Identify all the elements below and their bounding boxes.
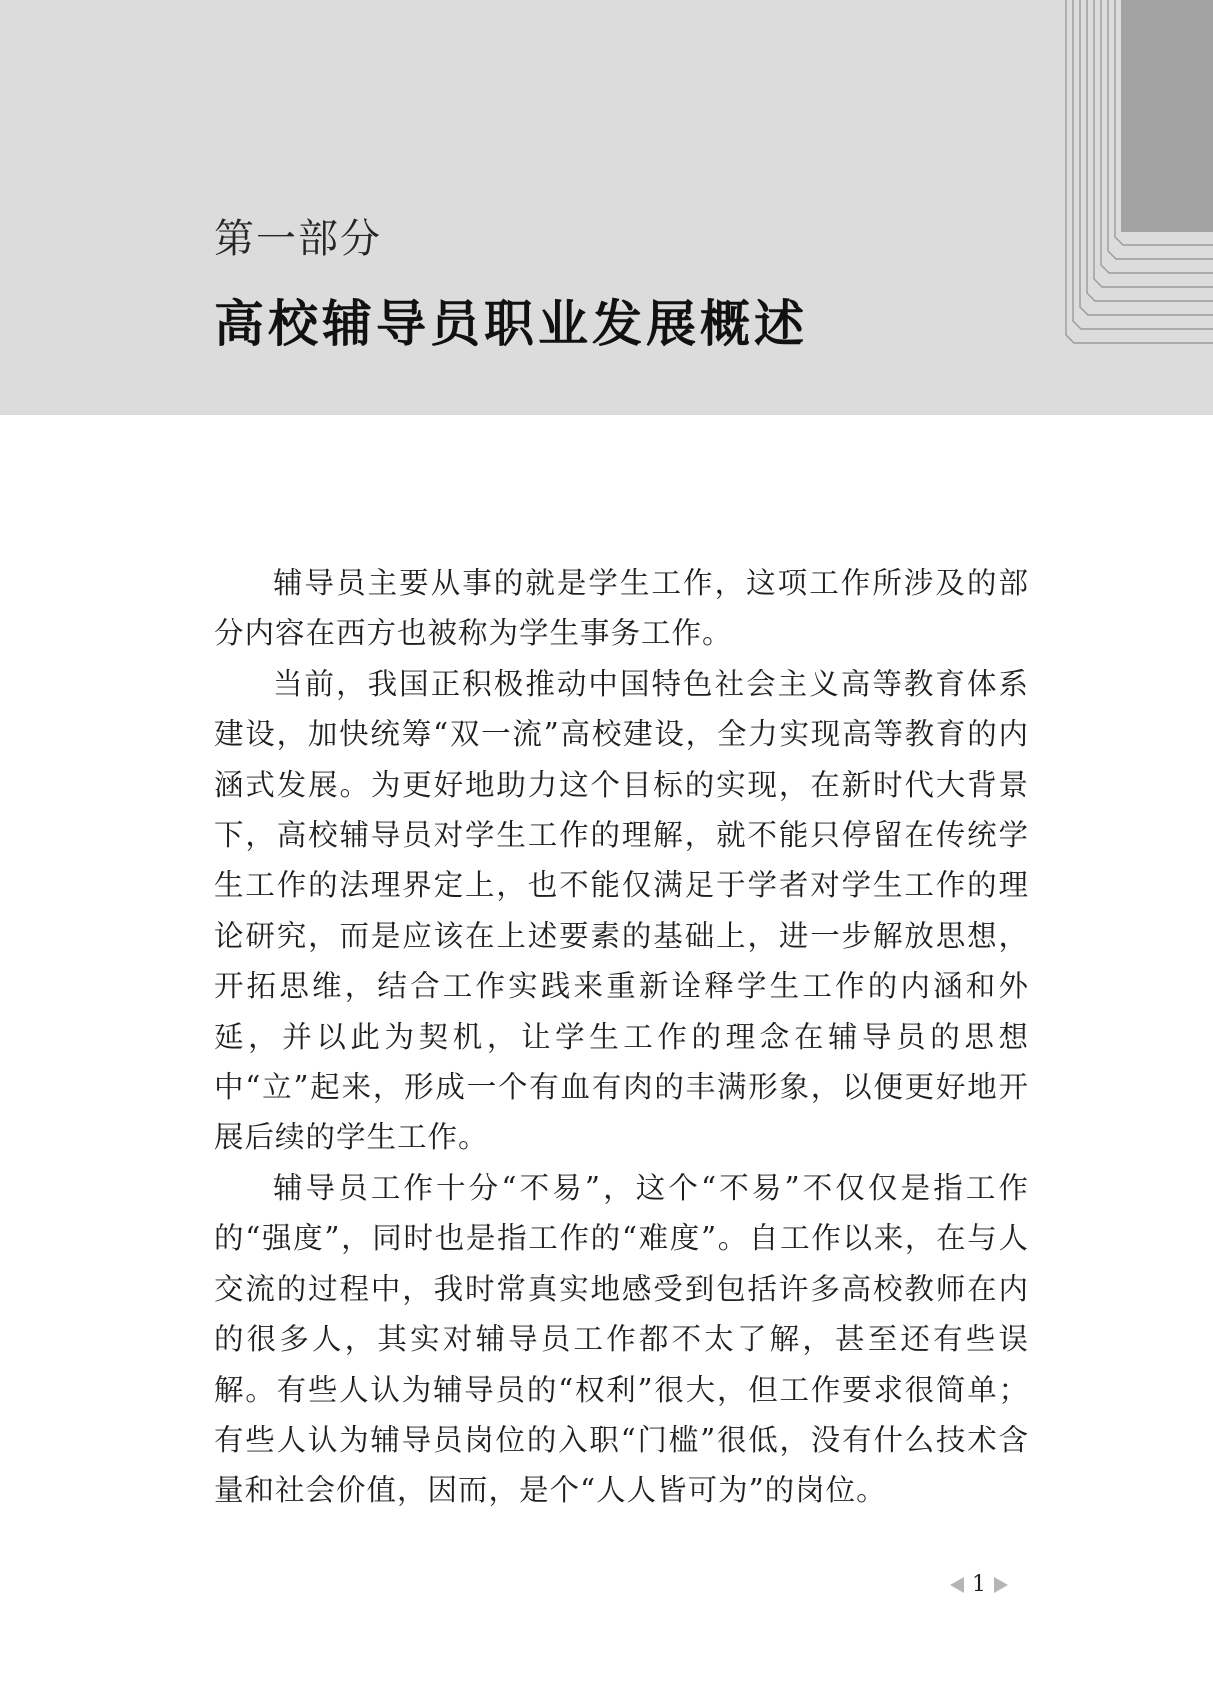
- paragraph: 辅导员工作十分“不易”，这个“不易”不仅仅是指工作的“强度”，同时也是指工作的“难度”。自工作以来，在与人交流的过程中，我时常真实地感受到包括许多高校教师在内的很多人，其实对辅导员工作都不太了解，甚至还有些误解。有些人认为辅导员的“权利”很大，但工作要求很简单；有些人认为辅导员岗位的入职“门槛”很低，没有什么技术含量和社会价值，因而，是个“人人皆可为”的岗位。: [214, 1170, 1029, 1508]
- chapter-title: 高校辅导员职业发展概述: [214, 294, 808, 353]
- left-triangle-icon: [950, 1577, 964, 1593]
- part-label: 第一部分: [214, 216, 382, 262]
- body-text: [214, 558, 1029, 1516]
- page-footer: [950, 1568, 1008, 1602]
- paragraph: 当前，我国正积极推动中国特色社会主义高等教育体系建设，加快统筹“双一流”高校建设，全力实现高等教育的内涵式发展。为更好地助力这个目标的实现，在新时代大背景下，高校辅导员对学生工作的理解，就不能只停留在传统学生工作的法理界定上，也不能仅满足于学者对学生工作的理论研究，而是应该在上述要素的基础上，进一步解放思想，开拓思维，结合工作实践来重新诠释学生工作的内涵和外延，并以此为契机，让学生工作的理念在辅导员的思想中“立”起来，形成一个有血有肉的丰满形象，以便更好地开展后续的学生工作。: [214, 666, 1029, 1155]
- right-triangle-icon: [994, 1577, 1008, 1593]
- page-number: 1: [972, 1572, 986, 1597]
- paragraph: 辅导员主要从事的就是学生工作，这项工作所涉及的部分内容在西方也被称为学生事务工作。: [214, 566, 1029, 651]
- corner-decoration-lines: [950, 0, 1213, 370]
